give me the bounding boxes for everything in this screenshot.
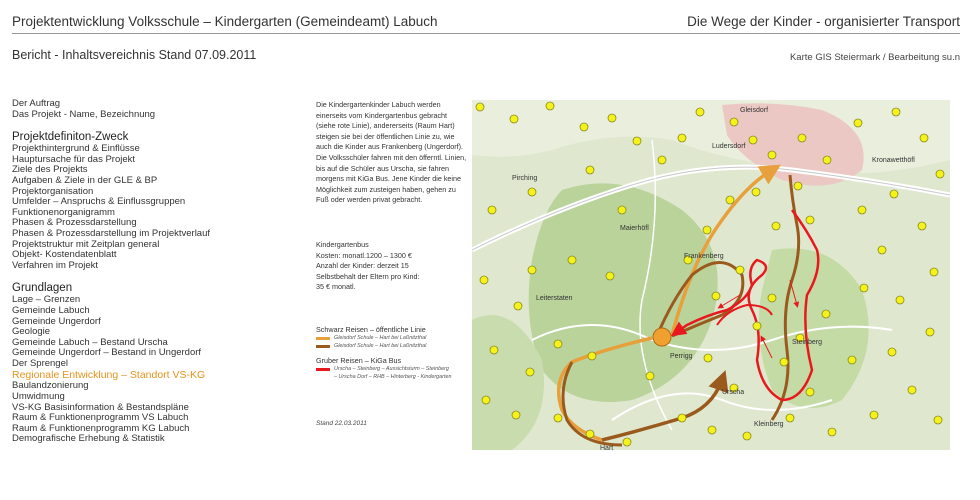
- bus-stop: [703, 226, 711, 234]
- bus-stop: [854, 119, 862, 127]
- legend-title: Gruber Reisen – KiGa Bus: [316, 356, 402, 365]
- map-label: Maierhöfl: [620, 225, 649, 232]
- map-label: Urscha: [722, 389, 745, 396]
- bus-stop: [546, 102, 554, 110]
- bus-stop: [480, 276, 488, 284]
- bus-stop: [736, 266, 744, 274]
- description-text: Die Kindergartenkinder Labuch werden einerseits vom Kindergartenbus gebracht (siehe rote Linie), andererseits (Raum Hart) steigen sie bei der öffentlichen Linie zu, wie auch die Kinder aus Frankenberg (Ungerdorf). Die Volksschüler fahren mit den öfferntl. Linien, bis auf die Schüler aus Urscha, sie fahren morgens mit KiGa Bus. Jene Kinder die keine Möglichkeit zum zusteigen haben, gehen zu Fuß oder werden privat gebracht.: [316, 100, 467, 205]
- toc-item[interactable]: Phasen & Prozessdarstellung: [12, 217, 137, 229]
- bus-stop: [828, 428, 836, 436]
- legend-label: Gleisdorf Schule – Hart bei Laßnitzthal: [334, 343, 427, 349]
- toc-item[interactable]: Phasen & Prozessdarstellung im Projektverlauf: [12, 227, 211, 239]
- bus-stop: [822, 310, 830, 318]
- map-label: Hart: [600, 445, 614, 450]
- bus-stop: [908, 386, 916, 394]
- bus-stop: [704, 354, 712, 362]
- date-stamp: Stand 22.03.2011: [316, 420, 367, 427]
- map-label: Kleinberg: [754, 421, 784, 428]
- bus-stop: [930, 268, 938, 276]
- page-title: Die Wege der Kinder - organisierter Transport: [687, 14, 960, 29]
- toc-item[interactable]: Geologie: [12, 326, 51, 338]
- toc-item[interactable]: Gemeinde Ungerdorf: [12, 315, 101, 327]
- bus-stop: [753, 322, 761, 330]
- toc-item[interactable]: Funktionenorganigramm: [12, 206, 115, 218]
- toc-item[interactable]: Ziele des Projekts: [12, 164, 88, 176]
- bus-stop: [888, 348, 896, 356]
- bus-stop: [920, 134, 928, 142]
- toc-item[interactable]: Verfahren im Projekt: [12, 259, 99, 271]
- legend-public-line: [316, 325, 426, 350]
- bus-stop: [618, 206, 626, 214]
- bus-stop: [606, 272, 614, 280]
- toc-item[interactable]: Raum & Funktionenprogramm VS Labuch: [12, 412, 189, 424]
- toc-item[interactable]: Umwidmung: [12, 391, 65, 403]
- toc-item[interactable]: VS-KG Basisinformation & Bestandspläne: [12, 401, 189, 413]
- bus-stop: [526, 368, 534, 376]
- map-label: Steinberg: [792, 339, 822, 346]
- bus-stop: [512, 411, 520, 419]
- legend-title: Schwarz Reisen – öffentliche Linie: [316, 325, 426, 334]
- bus-stop: [794, 182, 802, 190]
- bus-stop: [476, 103, 484, 111]
- bus-stop: [892, 108, 900, 116]
- bus-stop: [633, 137, 641, 145]
- toc-item[interactable]: Gemeinde Labuch: [12, 304, 90, 316]
- bus-stop: [490, 346, 498, 354]
- bus-info: [316, 240, 468, 293]
- toc-item[interactable]: Der Auftrag: [12, 98, 61, 109]
- project-title: Projektentwicklung Volksschule – Kindergarten (Gemeindeamt) Labuch: [12, 14, 438, 29]
- legend-swatch: [316, 368, 330, 371]
- toc-item[interactable]: Objekt- Kostendatenblatt: [12, 249, 117, 261]
- bus-stop: [858, 206, 866, 214]
- bus-line: Anzahl der Kinder: derzeit 15: [316, 261, 409, 271]
- map-label: Kronawetthöfl: [872, 157, 915, 164]
- bus-line: Selbstbehalt der Eltern pro Kind:: [316, 271, 420, 281]
- bus-stop: [528, 188, 536, 196]
- map-label: Frankenberg: [684, 253, 724, 260]
- toc-item[interactable]: Aufgaben & Ziele in der GLE & BP: [12, 174, 158, 186]
- bus-stop: [772, 222, 780, 230]
- toc-section-title[interactable]: Projektdefiniton-Zweck: [12, 131, 129, 144]
- bus-stop: [752, 188, 760, 196]
- toc-item[interactable]: Das Projekt - Name, Bezeichnung: [12, 108, 156, 120]
- route-map: [472, 100, 950, 450]
- bus-stop: [798, 134, 806, 142]
- bus-stop: [708, 426, 716, 434]
- bus-stop: [936, 170, 944, 178]
- bus-stop: [568, 256, 576, 264]
- bus-stop: [488, 206, 496, 214]
- legend-spacer: [316, 376, 330, 379]
- bus-stop: [786, 414, 794, 422]
- header-divider: [12, 33, 960, 34]
- toc-item[interactable]: Demografische Erhebung & Statistik: [12, 433, 165, 445]
- bus-stop: [878, 246, 886, 254]
- toc-section-title[interactable]: Grundlagen: [12, 282, 73, 295]
- bus-stop: [528, 266, 536, 274]
- bus-stop: [806, 388, 814, 396]
- map-source: Karte GIS Steiermark / Bearbeitung su.n: [789, 52, 960, 63]
- bus-stop: [580, 123, 588, 131]
- bus-stop: [712, 292, 720, 300]
- toc-item[interactable]: Der Sprengel: [12, 357, 68, 369]
- legend-swatch: [316, 337, 330, 340]
- bus-stop: [823, 156, 831, 164]
- bus-stop: [890, 190, 898, 198]
- bus-stop: [743, 432, 751, 440]
- map-label: Perrigg: [670, 353, 693, 360]
- bus-stop: [608, 114, 616, 122]
- table-of-contents: [12, 99, 292, 445]
- toc-item[interactable]: Gemeinde Labuch – Bestand Urscha: [12, 336, 168, 348]
- bus-stop: [646, 372, 654, 380]
- bus-title: Kindergartenbus: [316, 240, 369, 249]
- bus-stop: [870, 411, 878, 419]
- bus-stop: [623, 438, 631, 446]
- map-label: Leiterstaten: [536, 295, 573, 302]
- legend-label: Gleisdorf Schule – Hart bei Laßnitzthal: [334, 335, 427, 341]
- bus-line: 35 € monatl.: [316, 282, 356, 292]
- bus-stop: [554, 414, 562, 422]
- toc-item[interactable]: Raum & Funktionenprogramm KG Labuch: [12, 422, 190, 434]
- bus-stop: [768, 294, 776, 302]
- bus-line: Kosten: monatl.1200 – 1300 €: [316, 250, 412, 260]
- bus-stop: [768, 151, 776, 159]
- bus-stop: [586, 166, 594, 174]
- bus-stop: [780, 358, 788, 366]
- bus-stop: [658, 156, 666, 164]
- bus-stop: [514, 302, 522, 310]
- bus-stop: [678, 414, 686, 422]
- bus-stop: [730, 118, 738, 126]
- map-label: Gleisdorf: [740, 107, 769, 114]
- report-subtitle: Bericht - Inhaltsvereichnis Stand 07.09.2011: [12, 48, 257, 62]
- toc-item[interactable]: Lage – Grenzen: [12, 294, 81, 306]
- bus-stop: [848, 356, 856, 364]
- bus-stop: [749, 136, 757, 144]
- bus-stop: [918, 222, 926, 230]
- bus-stop: [860, 284, 868, 292]
- bus-stop: [678, 134, 686, 142]
- school-marker: [653, 328, 671, 346]
- legend-kiga-bus: [316, 356, 451, 381]
- map-svg: [472, 100, 950, 450]
- legend-swatch: [316, 345, 330, 348]
- toc-item[interactable]: Umfelder – Anspruchs & Einflussgruppen: [12, 196, 186, 208]
- toc-item[interactable]: Baulandzonierung: [12, 380, 89, 392]
- bus-stop: [934, 416, 942, 424]
- bus-stop: [586, 430, 594, 438]
- toc-item[interactable]: Projektorganisation: [12, 185, 94, 197]
- legend-label: – Urscha Dorf – RHB – Hinterberg - Kindergarten: [334, 374, 452, 380]
- bus-stop: [510, 115, 518, 123]
- bus-stop: [896, 296, 904, 304]
- bus-stop: [554, 340, 562, 348]
- toc-item-active[interactable]: Regionale Entwicklung – Standort VS-KG: [12, 369, 206, 382]
- toc-item[interactable]: Hauptursache für das Projekt: [12, 153, 136, 165]
- bus-stop: [696, 108, 704, 116]
- bus-stop: [482, 396, 490, 404]
- bus-stop: [588, 352, 596, 360]
- legend-label: Urscha – Steinberg – Aussichtsturm – Steinberg: [334, 366, 449, 372]
- toc-item[interactable]: Projekthintergrund & Einflüsse: [12, 143, 140, 155]
- map-label: Ludersdorf: [712, 143, 746, 150]
- bus-stop: [726, 196, 734, 204]
- toc-item[interactable]: Projektstruktur mit Zeitplan general: [12, 238, 160, 250]
- bus-stop: [806, 216, 814, 224]
- map-label: Pirching: [512, 175, 538, 182]
- toc-item[interactable]: Gemeinde Ungerdorf – Bestand in Ungerdorf: [12, 347, 202, 359]
- bus-stop: [926, 328, 934, 336]
